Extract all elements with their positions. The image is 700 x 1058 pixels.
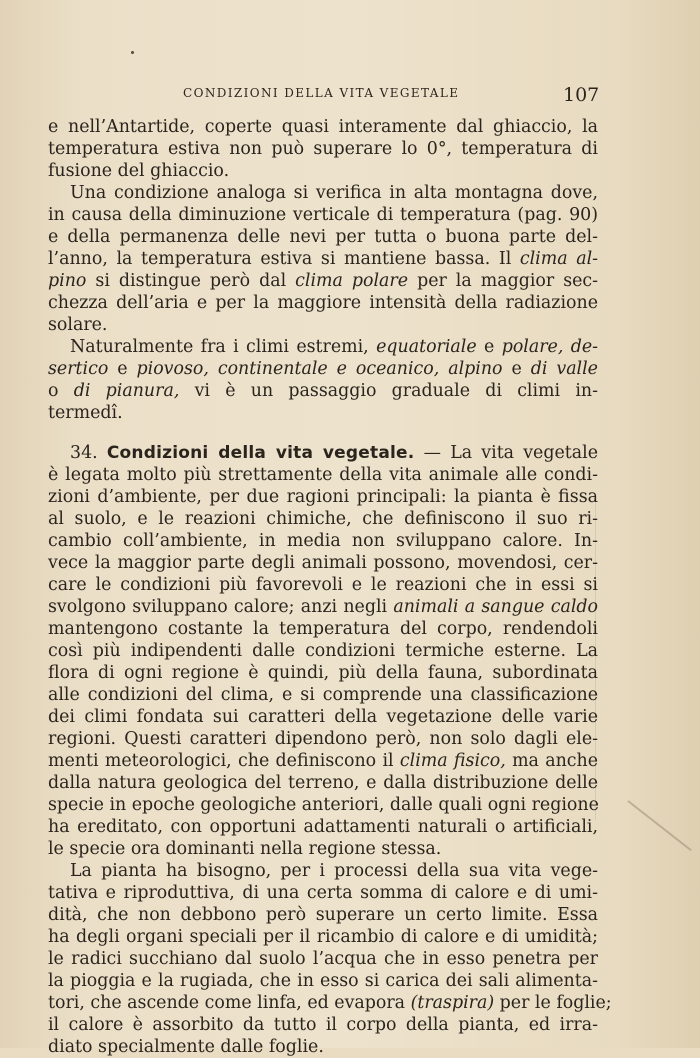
text-line: specie in epoche geologiche anteriori, dalle quali ogni regione xyxy=(48,795,599,815)
text-line: cambio coll’ambiente, in media non sviluppano calore. In- xyxy=(48,531,598,551)
margin-pencil-mark xyxy=(627,800,691,851)
text-line: al suolo, e le reazioni chimiche, che definiscono il suo ri- xyxy=(48,509,598,529)
text-line: Naturalmente fra i climi estremi, equatoriale e polare, de- xyxy=(70,337,599,357)
text-line: care le condizioni più favorevoli e le reazioni che in essi si xyxy=(48,575,598,595)
text-line: sertico e piovoso, continentale e oceanico, alpino e di valle xyxy=(48,359,598,379)
text-line: è legata molto più strettamente della vita animale alle condi- xyxy=(48,465,598,485)
running-head xyxy=(0,84,700,108)
text-line: alle condizioni del clima, e si comprende una classificazione xyxy=(48,685,598,705)
text-line: chezza dell’aria e per la maggiore intensità della radiazione xyxy=(48,293,598,313)
text-line: pino si distingue però dal clima polare per la maggior sec- xyxy=(48,271,599,291)
text-line: solare. xyxy=(48,315,108,335)
text-line: le radici succhiano dal suolo l’acqua che in esso penetra per xyxy=(48,949,598,969)
body-text xyxy=(48,116,612,1058)
text-line: e della permanenza delle nevi per tutta o buona parte del- xyxy=(48,227,598,247)
text-line: regioni. Questi caratteri dipendono però, non solo dagli ele- xyxy=(48,729,598,749)
section-heading-line: 34. Condizioni della vita vegetale. — La vita vegetale xyxy=(70,443,598,463)
text-line: tori, che ascende come linfa, ed evapora (traspira) per le foglie; xyxy=(48,993,612,1013)
text-line: o di pianura, vi è un passaggio graduale di climi in- xyxy=(48,381,598,401)
text-line: svolgono sviluppano calore; anzi negli animali a sangue caldo xyxy=(48,597,598,617)
ink-speck xyxy=(131,51,134,54)
text-line: termedî. xyxy=(48,403,123,423)
text-line: dalla natura geologica del terreno, e dalla distribuzione delle xyxy=(48,773,598,793)
text-line: tativa e riproduttiva, di una certa somma di calore e di umi- xyxy=(48,883,598,903)
text-line: diato specialmente dalle foglie. xyxy=(48,1037,324,1057)
text-line: menti meteorologici, che definiscono il clima fisico, ma anche xyxy=(48,751,599,771)
section-gap xyxy=(48,424,598,442)
text-line: dità, che non debbono però superare un certo limite. Essa xyxy=(48,905,598,925)
text-line: zioni d’ambiente, per due ragioni principali: la pianta è fissa xyxy=(48,487,598,507)
text-line: in causa della diminuzione verticale di temperatura (pag. 90) xyxy=(48,205,598,225)
running-title: CONDIZIONI DELLA VITA VEGETALE xyxy=(183,86,460,100)
text-line: temperatura estiva non può superare lo 0°, temperatura di xyxy=(48,139,598,159)
text-line: il calore è assorbito da tutto il corpo della pianta, ed irra- xyxy=(48,1015,598,1035)
text-line: le specie ora dominanti nella regione stessa. xyxy=(48,839,442,859)
text-line: flora di ogni regione è quindi, più della fauna, subordinata xyxy=(48,663,598,683)
text-line: ha ereditato, con opportuni adattamenti naturali o artificiali, xyxy=(48,817,598,837)
text-line: mantengono costante la temperatura del corpo, rendendoli xyxy=(48,619,598,639)
section-number: 34. xyxy=(70,443,98,463)
page-number: 107 xyxy=(563,84,600,106)
text-line: La pianta ha bisogno, per i processi della sua vita vege- xyxy=(70,861,598,881)
text-line: vece la maggior parte degli animali possono, movendosi, cer- xyxy=(48,553,598,573)
text-line: e nell’Antartide, coperte quasi interamente dal ghiaccio, la xyxy=(48,117,598,137)
text-line: l’anno, la temperatura estiva si mantiene bassa. Il clima al- xyxy=(48,249,599,269)
text-line: ha degli organi speciali per il ricambio di calore e di umidità; xyxy=(48,927,598,947)
section-heading: Condizioni della vita vegetale. xyxy=(106,443,415,463)
text-line: fusione del ghiaccio. xyxy=(48,161,230,181)
text-line: la pioggia e la rugiada, che in esso si carica dei sali alimenta- xyxy=(48,971,598,991)
text-line: Una condizione analoga si verifica in alta montagna dove, xyxy=(70,183,598,203)
text-line: dei climi fondata sui caratteri della vegetazione delle varie xyxy=(48,707,598,727)
text-line: così più indipendenti dalle condizioni termiche esterne. La xyxy=(48,641,598,661)
